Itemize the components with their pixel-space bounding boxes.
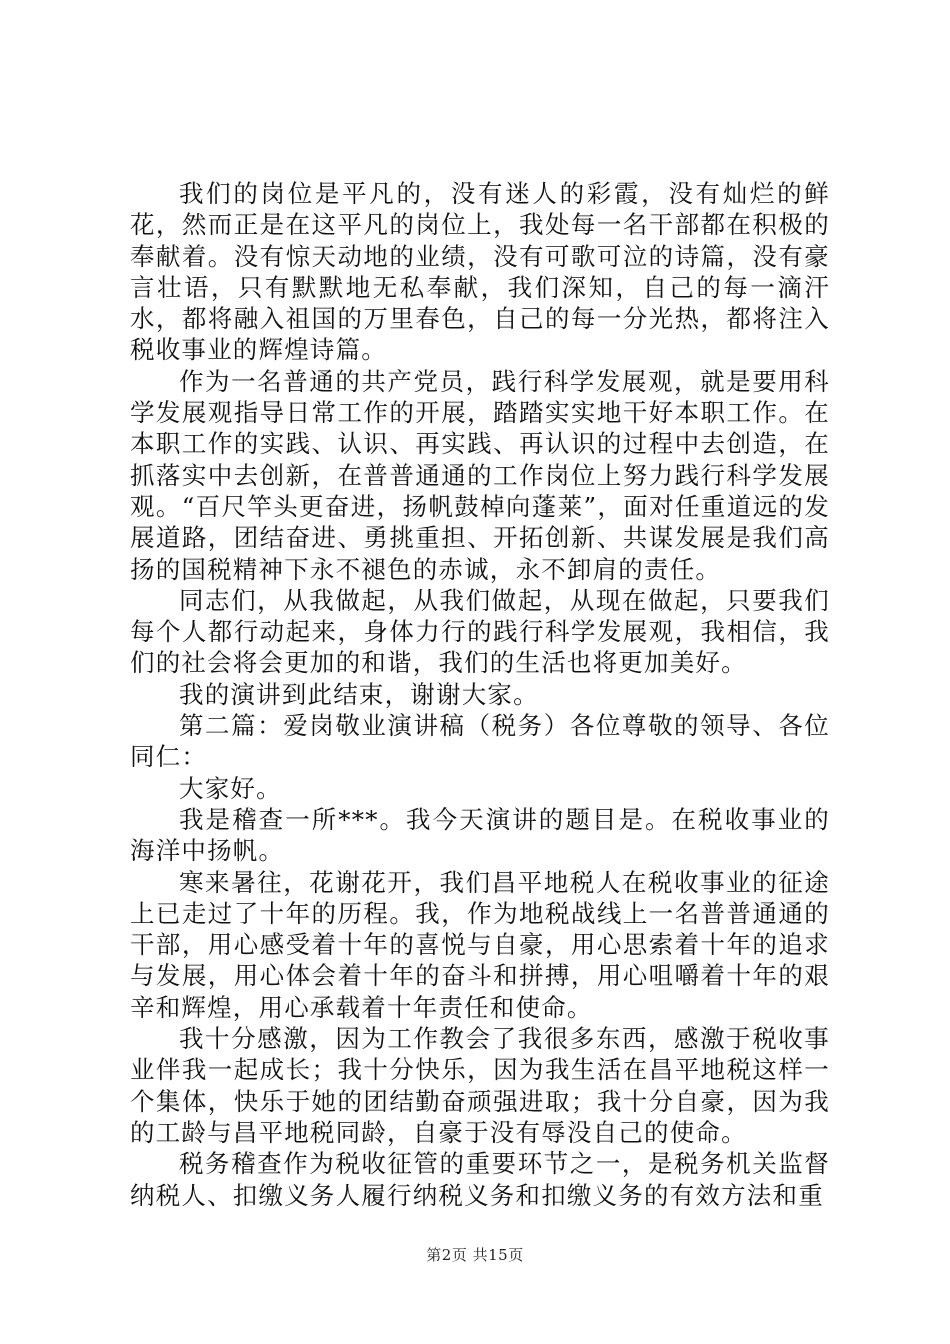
paragraph-5-section-heading: 第二篇：爱岗敬业演讲稿（税务）各位尊敬的领导、各位同仁： [130, 711, 830, 772]
paragraph-1: 我们的岗位是平凡的，没有迷人的彩霞，没有灿烂的鲜花，然而正是在这平凡的岗位上，我处每一名干部都在积极的奉献着。没有惊天动地的业绩，没有可歌可泣的诗篇，没有豪言壮语，只有默默地无私奉献，我们深知，自己的每一滴汗水，都将融入祖国的万里春色，自己的每一分光热，都将注入税收事业的辉煌诗篇。 [130, 179, 830, 365]
paragraph-2: 作为一名普通的共产党员，践行科学发展观，就是要用科学发展观指导日常工作的开展，踏踏实实地干好本职工作。在本职工作的实践、认识、再实践、再认识的过程中去创造，在抓落实中去创新，在普普通通的工作岗位上努力践行科学发展观。“百尺竿头更奋进，扬帆鼓棹向蓬莱”，面对任重道远的发展道路，团结奋进、勇挑重担、开拓创新、共谋发展是我们高扬的国税精神下永不褪色的赤诚，永不卸肩的责任。 [130, 366, 830, 584]
page-footer [0, 1244, 950, 1265]
paragraph-3: 同志们，从我做起，从我们做起，从现在做起，只要我们每个人都行动起来，身体力行的践行科学发展观，我相信，我们的社会将会更加的和谐，我们的生活也将更加美好。 [130, 585, 830, 678]
paragraph-10: 税务稽查作为税收征管的重要环节之一，是税务机关监督纳税人、扣缴义务人履行纳税义务和扣缴义务的有效方法和重 [130, 1149, 830, 1210]
paragraph-9: 我十分感激，因为工作教会了我很多东西，感激于税收事业伴我一起成长；我十分快乐，因为我生活在昌平地税这样一个集体，快乐于她的团结勤奋顽强进取；我十分自豪，因为我的工龄与昌平地税同龄，自豪于没有辱没自己的使命。 [130, 1024, 830, 1147]
paragraph-8: 寒来暑往，花谢花开，我们昌平地税人在税收事业的征途上已走过了十年的历程。我，作为地税战线上一名普普通通的干部，用心感受着十年的喜悦与自豪，用心思索着十年的追求与发展，用心体会着十年的奋斗和拼搏，用心咀嚼着十年的艰辛和辉煌，用心承载着十年责任和使命。 [130, 867, 830, 1022]
paragraph-4: 我的演讲到此结束，谢谢大家。 [179, 679, 539, 709]
paragraph-6: 大家好。 [179, 773, 282, 803]
document-body [130, 178, 830, 1211]
page-number-label: 第2页 共15页 [426, 1246, 524, 1264]
paragraph-7: 我是稽查一所***。我今天演讲的题目是。在税收事业的海洋中扬帆。 [130, 804, 830, 866]
